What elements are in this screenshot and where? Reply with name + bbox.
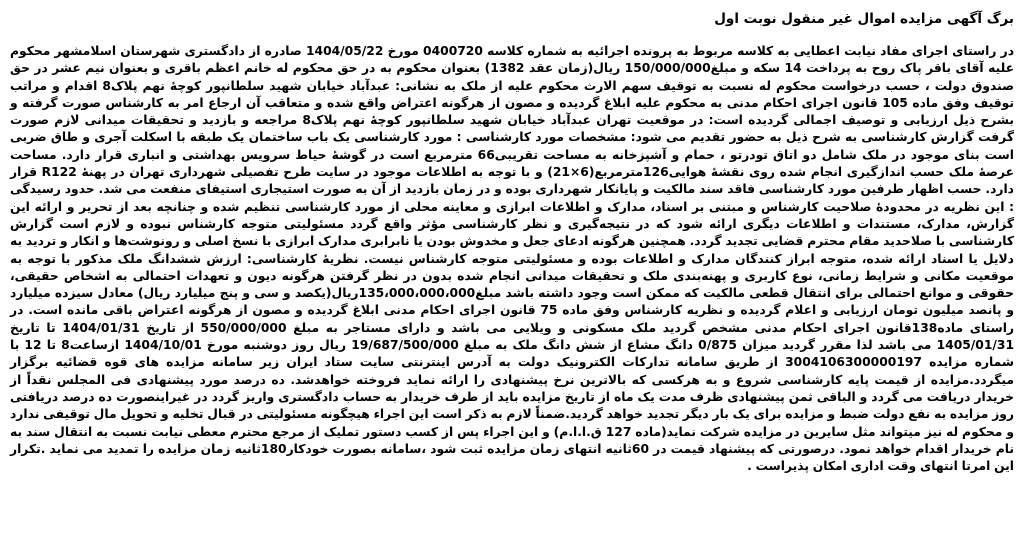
notice-title: برگ آگهی مزایده اموال غیر منقول نوبت اول xyxy=(714,11,1014,27)
notice-body: در راستای اجرای مفاد نیابت اعطایی به کلاسه مربوط به پرونده اجرائیه به شماره کلاسه 0400720 مورخ 1404/05/22 صادره از دادگستری شهرستان اسلامشهر محکوم علیه آقای باقر پاک روح به پرداخت 14 سکه و مبلغ150/000/000 ریال(زمان عقد 1382) بعنوان محکوم به در حق محکوم له خانم اعظم باقری و بعنوان نیم عشر در حق صندوق دولت ، حسب درخواست محکوم له نسبت به توقیف سهم الارث محکوم علیه از ملک به نشانی: عبدآباد خیابان شهید سلطانپور کوچۀ نهم پلاک8 اقدام و مراتب توقیف وفق ماده 105 قانون اجرای احکام مدنی به محکوم علیه ابلاغ گردیده و مصون از هرگونه اعتراض واقع شده و متعاقب آن ارجاع امر به کارشناس صورت گرفته و بشرح ذیل ارزیابی و توصیف اجمالی گردیده است: در موقعیت تهران عبدآباد خیابان شهید سلطانپور کوچۀ نهم پلاک8 مراجعه و بازدید و تحقیقات میدانی لازم صورت گرفت گزارش کارشناسی به شرح ذیل به حضور تقدیم می شود: مشخصات مورد کارشناسی : مورد کارشناسی یک باب ساختمان یک طبقه با اسکلت آجری و طاق ضربی است بنای موجود در ملک شامل دو اتاق تودرتو ، حمام و آشپزخانه به مساحت تقریبی66 مترمربع است در گوشۀ حیاط سرویس بهداشتی و انباری قرار دارد. مساحت عرصۀ ملک حسب اندازگیری انجام شده روی نقشۀ هوایی126مترمربع(6×21) و با توجه به اطلاعات موجود در سایت طرح تفصیلی شهرداری تهران در پهنۀ R122 قرار دارد. حسب اظهار طرفین مورد کارشناسی فاقد سند مالکیت و پایانکار شهرداری بوده و در زمان بازدید از آن به صورت استیجاری استیفای منفعت می شد. حدود رسیدگی : این نظریه در محدودۀ صلاحیت کارشناس و مبتنی بر اسناد، مدارک و اطلاعات ابرازی و معاینه محلی از مورد کارشناسی تنظیم شده و چنانچه بعد از تحریر و ارائه این گزارش، مدارک، مستندات و اطلاعات دیگری ارائه شود که در نتیجه‌گیری و نظر کارشناسی مؤثر واقع گردد مسئولیتی متوجه کارشناس نبوده و لازم است گزارش کارشناسی با صلاحدید مقام محترم قضایی تجدید گردد. همچنین هرگونه ادعای جعل و مخدوش بودن یا نابرابری مدارک ابرازی با نسخ اصلی و رونوشت‌ها و انکار و تردید به دلایل یا اسناد ارائه شده، متوجه ابراز کنندگان مدارک و اطلاعات بوده و مسئولیتی متوجه کارشناس نیست. نظریۀ کارشناسی: ارزش ششدانگ ملک مذکور با توجه به موقعیت مکانی و شرایط زمانی، نوع کاربری و پهنه‌بندی ملک و تحقیقات میدانی انجام شده بدون در نظر گرفتن هرگونه دیون و تعهدات احتمالی به اشخاص حقیقی، حقوقی و موانع احتمالی برای انتقال قطعی مالکیت که ممکن است وجود داشته باشد مبلغ135،000،000،000ریال(یکصد و سی و پنج میلیارد ریال) معادل سیزده میلیارد و پانصد میلیون تومان ارزیابی و اعلام گردیده و نظریه کارشناس وفق ماده 75 قانون اجرای احکام مدنی ابلاغ گردیده و مصون از هرگونه اعتراض باقی مانده است. در راستای ماده138قانون اجرای احکام مدنی مشخص گردید ملک مسکونی و ویلایی می باشد و دارای مستاجر به مبلغ 550/000/000 از تاریخ 1404/01/31 تا تاریخ 1405/01/31 می باشد لذا مقرر گردید میزان 0/875 دانگ مشاع از شش دانگ ملک به مبلغ 19/687/500/000 ریال روز دوشنبه مورخ 1404/10/01 ازساعت8 تا 12 با شماره مزایده 3004106300000197 از طریق سامانه تدارکات الکترونیک دولت به آدرس اینترنتی سایت ستاد ایران زیر سامانه مزایده های قوه قضائیه برگزار میگردد.مزایده از قیمت پایه کارشناسی شروع و به هرکسی که بالاترین نرخ پیشنهادی را ارائه نماید فروخته خواهدشد. ده درصد مورد پیشنهادی فی المجلس نقداً از خریدار دریافت می گردد و الباقی ثمن پیشنهادی ظرف مدت یک ماه از تاریخ مزایده باید از طرف خریدار به حساب دادگستری واریز گردد در غیراینصورت ده درصد دریافتی روز مزایده به نفع دولت ضبط و مزایده برای یک بار دیگر تجدید خواهد گردید.ضمناً لازم به ذکر است این اجراء هیچگونه مسئولیتی در قبال تخلیه و تحویل مال توقیفی ندارد و محکوم له نیز میتواند مثل سایرین در مزایده شرکت نماید(ماده 127 ق.ا.ا.م) و این اجراء پس از کسب دستور تملیک از مرجع محترم معطی نیابت نسبت به انتقال سند به نام خریدار اقدام خواهد نمود. درصورتی که پیشنهاد قیمت در 60ثانیه انتهای زمان مزایده ثبت شود ،سامانه بصورت خودکار180ثانیه زمان مزایده را تمدید می نماید .تکرار این امرتا انتهای وقت اداری امکان پذیراست . xyxy=(10,44,1015,474)
